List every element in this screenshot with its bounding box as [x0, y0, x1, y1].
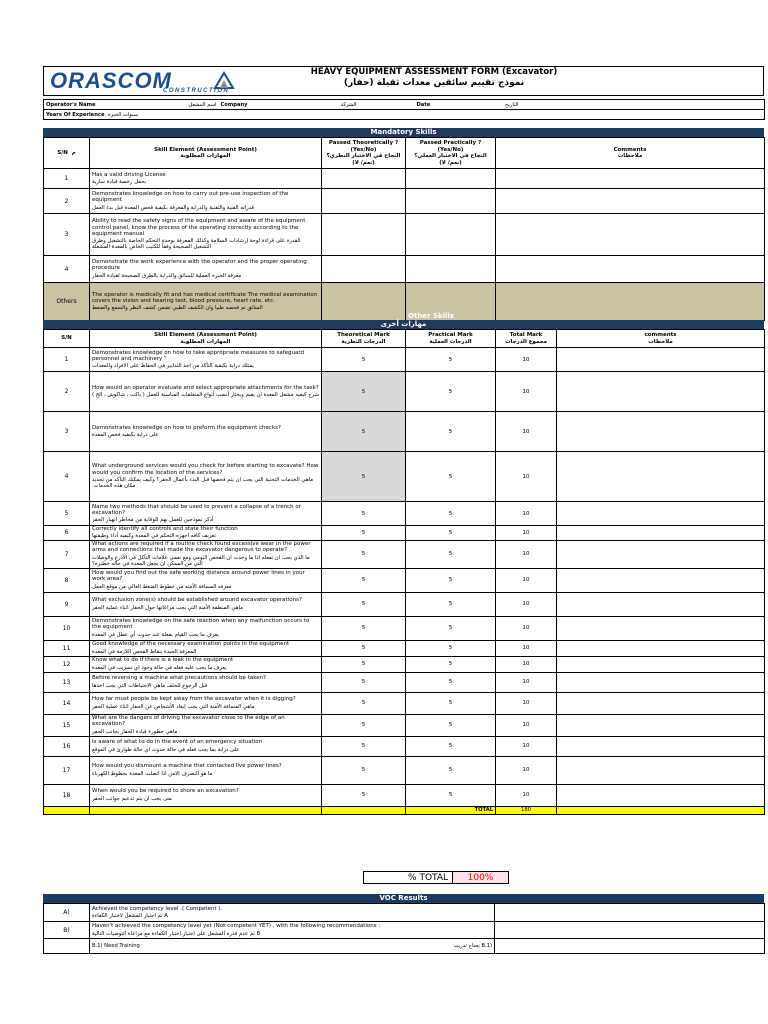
percent-total-value: 100% — [452, 872, 508, 883]
skill-en: Good knowledge of the necessary examination points in the equipment — [92, 641, 290, 648]
need-training-cell[interactable] — [90, 939, 495, 954]
comments-input[interactable] — [496, 283, 765, 321]
table-row — [44, 592, 765, 616]
col-skill-header: Skill Element (Assessment Point) المهارات المطلوبة — [90, 138, 322, 169]
col-sn-header: S/N م — [44, 138, 90, 169]
need-training-input[interactable] — [495, 939, 765, 954]
voc-results-band: VOC Results — [43, 894, 764, 903]
skill-en: What are the dangers of driving the excavator close to the edge of an excavation? — [92, 715, 285, 728]
skill-ar: ما هو التصرف الامن اذا اتصلت المعدة بخطوط الكهرباء — [92, 770, 213, 777]
skill-ar: قبل الرجوع للخلف ماهي الاحتياطات التي يجب اخذها — [92, 682, 208, 689]
skill-ar: ما الذي يجب ان تفعله اذا ما وجدت ان الفحص اليومي ومع نعمي علامات التآكل في الأذرع والوصلات التي من الممكن ان يجعل المعدة في حاله خطيرة؟ — [92, 554, 310, 567]
skill-ar: ماهي الخدمات التحتية التي يجب ان يتم فحصها قبل البدء بأعمال الحفر؟ وكيف يمكنك التأكد من تحديد مكان هذه الخدمات. — [92, 477, 314, 490]
percent-total-box — [363, 871, 509, 884]
table-row — [44, 412, 765, 452]
table-row — [44, 672, 765, 692]
skill-en: The operator is medically fit and has medical certificate The medical examination covers the vision and hearing test, blood pressure, heart rate, etc. — [92, 291, 318, 304]
voc-b-input[interactable] — [495, 922, 765, 939]
theory-mark[interactable]: 5 — [322, 348, 406, 372]
skill-ar: يحمل رخصة قيادة سارية — [92, 179, 147, 185]
theory-input[interactable] — [322, 214, 406, 256]
form-title: HEAVY EQUIPMENT ASSESSMENT FORM (Excavator) — [310, 67, 558, 77]
practical-mark[interactable]: 5 — [406, 756, 496, 784]
skill-en: How far must people be kept away from the excavator when it is digging? — [92, 696, 296, 703]
theory-mark[interactable]: 5 — [322, 756, 406, 784]
sn-cell: 17 — [44, 756, 90, 784]
practical-input[interactable] — [406, 214, 496, 256]
total-mark: 10 — [496, 692, 557, 714]
total-mark: 10 — [496, 640, 557, 656]
sn-cell: 9 — [44, 592, 90, 616]
skill-ar: القدرة على قراءة لوحة إرشادات السلامة وكذلك المعرفة بوحدة التحكم الخاصة بالتشغيل وطرق التشغيل الصحيحة وفقاً للكتيب الخاص بالمعدة المشغلة — [92, 238, 301, 251]
total-row — [44, 806, 765, 814]
comments-input[interactable] — [496, 169, 765, 189]
practical-mark[interactable]: 5 — [406, 692, 496, 714]
voc-text-ar: A تم اجتياز المشغل لاختبار الكفاءة — [92, 913, 168, 919]
comments-input[interactable] — [557, 756, 765, 784]
operator-label: Operator's Name — [46, 101, 96, 108]
spacer-cell — [359, 100, 415, 110]
table-row — [44, 540, 765, 568]
comments-input[interactable] — [557, 348, 765, 372]
practical-mark[interactable]: 5 — [406, 714, 496, 736]
need-training-label: B.1) Need Training — [92, 943, 140, 949]
voc-results-table — [43, 903, 765, 954]
total-mark: 10 — [496, 372, 557, 412]
table-row — [44, 640, 765, 656]
theory-input[interactable] — [322, 169, 406, 189]
table-row — [44, 169, 765, 189]
company-label-ar: الشركة — [340, 101, 357, 108]
sn-cell: 6 — [44, 526, 90, 541]
sn-cell: 3 — [44, 214, 90, 256]
total-mark: 10 — [496, 672, 557, 692]
practical-mark[interactable]: 5 — [406, 736, 496, 756]
skill-ar: معرفه الخبرة العملية للسائق والدراية بالطرق الصحيحة لقيادة الحفار — [92, 272, 242, 279]
table-row — [44, 616, 765, 640]
theory-mark[interactable]: 5 — [322, 372, 406, 412]
skill-en: Has a valid driving License — [92, 171, 166, 178]
skill-ar: معرفه المسافة الآمنه من خطوط الضغط العالي من موقع العمل — [92, 583, 232, 590]
voc-text-en: Haven't achieved the competency level yet (Not competent YET) , with the following recommendations : — [92, 923, 381, 930]
comments-input[interactable] — [557, 502, 765, 526]
theory-mark[interactable]: 5 — [322, 502, 406, 526]
skill-en: When would you be required to shore an excavation? — [92, 788, 239, 795]
date-cell[interactable] — [415, 100, 521, 110]
col-comments-header: comments ملاحظات — [557, 330, 765, 348]
total-label: TOTAL — [406, 806, 496, 814]
skill-ar: على دراية بكيفيه فحص المعدة — [92, 432, 159, 438]
voc-a-input[interactable] — [495, 904, 765, 922]
theory-mark[interactable]: 5 — [322, 640, 406, 656]
company-label: Company — [220, 101, 248, 108]
percent-total-label: % TOTAL — [408, 873, 448, 883]
skill-en: Demonstrates knowledge on how to preform the equipment checks? — [92, 424, 281, 431]
sn-cell: 14 — [44, 692, 90, 714]
theory-mark[interactable]: 5 — [322, 412, 406, 452]
skill-ar: السائق تم فحصه طبيا وان الكشف الطبي تضمن كشف النظر والسمع والضغط — [92, 305, 263, 312]
skill-ar: ماهي خطورة قيادة الحفار بجانب الحفر — [92, 728, 178, 735]
comments-input[interactable] — [557, 540, 765, 568]
table-row — [44, 526, 765, 541]
operator-name-cell[interactable] — [44, 100, 219, 110]
total-mark: 10 — [496, 784, 557, 806]
sn-cell: 8 — [44, 568, 90, 592]
skill-en: Correctly identify all controls and state their function — [92, 526, 238, 532]
total-mark: 10 — [496, 568, 557, 592]
skill-ar: ماهي المنطقة الأمنة التي يجب مراعاتها حول الحفار اثناء عمليه الحفر — [92, 604, 243, 611]
other-skills-band: مهارات أخرى — [43, 320, 764, 329]
table-row — [44, 256, 765, 283]
comments-input[interactable] — [557, 592, 765, 616]
sn-cell: 15 — [44, 714, 90, 736]
sn-cell: 18 — [44, 784, 90, 806]
total-mark: 10 — [496, 736, 557, 756]
theory-mark[interactable]: 5 — [322, 568, 406, 592]
total-mark: 10 — [496, 452, 557, 502]
sn-cell: 4 — [44, 452, 90, 502]
logo-emblem-icon — [213, 71, 235, 89]
theory-mark[interactable]: 5 — [322, 692, 406, 714]
comments-input[interactable] — [496, 256, 765, 283]
skill-en: Before reversing a machine what precautions should be taken? — [92, 675, 266, 682]
skill-en: What exclusion zone(s) should be established around excavator operations? — [92, 597, 302, 604]
table-row — [44, 502, 765, 526]
skill-en: Know what to do if there is a leak in the equipment — [92, 657, 234, 664]
practical-mark[interactable]: 5 — [406, 540, 496, 568]
sn-cell: 10 — [44, 616, 90, 640]
comments-input[interactable] — [557, 526, 765, 541]
skill-en: Demonstrates knowledge on how to take appropriate measures to safeguard personnel and machinery " — [92, 349, 305, 362]
skill-ar: متى يجب ان يتم تدعيم جوانب الحفر — [92, 795, 172, 802]
table-row — [44, 756, 765, 784]
skill-en: Is aware of what to do in the event of an emergency situation — [92, 739, 263, 746]
practical-mark[interactable]: 5 — [406, 616, 496, 640]
logo-main-text: ORASCOM — [50, 68, 172, 93]
skill-ar: يمتلك دراية بكيفية التأكد من اخذ التدابير في الحفاظ على الافراد والمعدات — [92, 363, 254, 370]
voc-row-a — [44, 904, 765, 922]
skill-en: What actions are required if a routine check found excessive wear in the power arms and connections that made the excavator dangerous to operate? — [92, 541, 311, 554]
comments-input[interactable] — [557, 452, 765, 502]
total-mark: 10 — [496, 412, 557, 452]
skill-en: How would an operator evaluate and select appropriate attachments for the task? — [92, 384, 319, 391]
skill-ar: أذكر نموذجين للعمل بهم للوقاية من مخاطر انهيار الحفر — [92, 517, 214, 524]
col-theory-header: Passed Theoretically ? (Yes/No) النجاح في الاختبار النظري؟ (نعم/ لا) — [322, 138, 406, 169]
theory-mark[interactable]: 5 — [322, 616, 406, 640]
practical-mark[interactable]: 5 — [406, 592, 496, 616]
table-row — [44, 452, 765, 502]
operator-label-ar: اسم المشغل — [188, 101, 217, 108]
theory-mark[interactable]: 5 — [322, 540, 406, 568]
theory-mark[interactable]: 5 — [322, 784, 406, 806]
theory-mark[interactable]: 5 — [322, 714, 406, 736]
sn-cell: 7 — [44, 540, 90, 568]
comments-input[interactable] — [557, 616, 765, 640]
table-row — [44, 214, 765, 256]
sn-cell: 5 — [44, 502, 90, 526]
sn-cell: 2 — [44, 189, 90, 214]
practical-mark[interactable]: 5 — [406, 372, 496, 412]
comments-input[interactable] — [557, 672, 765, 692]
skill-en: What underground services would you check for before starting to excavate? How would you confirm the location of the services? — [92, 463, 319, 476]
theory-input[interactable] — [322, 256, 406, 283]
theory-input[interactable] — [322, 283, 406, 321]
practical-mark[interactable]: 5 — [406, 640, 496, 656]
skill-ar: المعرفة الجيدة بنقاط الفحص اللازمة في المعدة — [92, 648, 197, 655]
skill-ar: شرح كيفيه مشغل المعدة ان يقيم ويختار أنسب أنواع المتعلقات المناسبة للعمل ( باكت ، شاكوش ، الخ ) — [92, 392, 319, 398]
company-cell[interactable] — [219, 100, 359, 110]
col-sn-header: S/N — [44, 330, 90, 348]
practical-mark[interactable]: 5 — [406, 672, 496, 692]
theory-mark[interactable]: 5 — [322, 452, 406, 502]
comments-input[interactable] — [557, 412, 765, 452]
total-mark: 10 — [496, 656, 557, 672]
mandatory-skills-table — [43, 137, 765, 321]
sn-cell: 2 — [44, 372, 90, 412]
total-mark: 10 — [496, 592, 557, 616]
sn-cell: 4 — [44, 256, 90, 283]
skill-en: Demonstrates knowledge on the safe reaction when any malfunction occurs to the equipment — [92, 618, 310, 631]
total-mark: 10 — [496, 616, 557, 640]
col-total-header: Total Mark مجموع الدرجات — [496, 330, 557, 348]
total-mark: 10 — [496, 756, 557, 784]
comments-input[interactable] — [557, 784, 765, 806]
form-title-ar: نموذج تقييم سائقين معدات ثقيلة (حفار) — [343, 78, 525, 88]
experience-label-ar: سنوات الخبرة — [107, 111, 138, 118]
table-row — [44, 568, 765, 592]
practical-input[interactable] — [406, 256, 496, 283]
skill-en: How would you find out the safe working distance around power lines in your work area? — [92, 570, 305, 583]
logo-sub-text: CONSTRUCTION — [163, 88, 230, 94]
sn-cell: 3 — [44, 412, 90, 452]
skill-ar: يعرف ما يجب عليه فعله في حالة وجود اي تسريب في المعدة — [92, 664, 227, 671]
experience-label: Years Of Experience — [46, 111, 105, 118]
table-row — [44, 736, 765, 756]
other-skills-table — [43, 329, 765, 815]
practical-mark[interactable]: 5 — [406, 502, 496, 526]
comments-input[interactable] — [557, 656, 765, 672]
practical-input[interactable] — [406, 169, 496, 189]
skill-ar: قدراته الفنية والتقنية والدراية والمعرفة بكيفية فحص المعدة قبل بدء العمل — [92, 204, 254, 211]
theory-mark[interactable]: 5 — [322, 656, 406, 672]
total-mark: 10 — [496, 502, 557, 526]
table-row — [44, 348, 765, 372]
total-value: 180 — [496, 806, 557, 814]
total-mark: 10 — [496, 714, 557, 736]
voc-text-en: Achieved the competency level .( Competent ). — [92, 905, 223, 912]
comments-input[interactable] — [557, 568, 765, 592]
practical-input[interactable] — [406, 283, 496, 321]
date-value-cell[interactable] — [521, 100, 765, 110]
total-mark: 10 — [496, 526, 557, 541]
comments-input[interactable] — [557, 640, 765, 656]
table-row — [44, 189, 765, 214]
table-row-others — [44, 283, 765, 321]
sn-cell: 16 — [44, 736, 90, 756]
table-row — [44, 692, 765, 714]
skill-ar: يعرف ما يجب القيام بفعلة عند حدوث أي عطل في المعدة — [92, 631, 219, 638]
sn-cell: 12 — [44, 656, 90, 672]
operator-info-table — [43, 99, 765, 120]
skill-en: Ability to read the safety signs of the equipment and aware of the equipment control panel, know the process of the operating correctly according to the equipment manual — [92, 218, 306, 237]
practical-mark[interactable]: 5 — [406, 526, 496, 541]
col-theory-header: Theoretical Mark الدرجات النظرية — [322, 330, 406, 348]
experience-value-cell[interactable] — [359, 110, 765, 120]
col-practical-header: Practical Mark الدرجات العملية — [406, 330, 496, 348]
practical-mark[interactable]: 5 — [406, 568, 496, 592]
col-comments-header: Comments ملاحظات — [496, 138, 765, 169]
company-logo — [48, 69, 238, 95]
theory-mark[interactable]: 5 — [322, 672, 406, 692]
comments-input[interactable] — [557, 714, 765, 736]
date-label-ar: التاريخ — [505, 101, 519, 108]
voc-row-b — [44, 922, 765, 939]
col-practical-header: Passed Practically ? (Yes/No) النجاح في الاختبار العملي؟ (نعم/ لا) — [406, 138, 496, 169]
skill-en: Name two methods that should be used to prevent a collapse of a trench or excavation? — [92, 503, 302, 516]
other-skills-overlay: Other Skills — [408, 312, 454, 320]
sn-cell: Others — [44, 283, 90, 321]
practical-input[interactable] — [406, 189, 496, 214]
sn-cell: 13 — [44, 672, 90, 692]
practical-mark[interactable]: 5 — [406, 656, 496, 672]
skill-ar: تعريف كافه اجهزه التحكم في المعدة وكيفيه أداء وظيفتها — [92, 533, 216, 540]
experience-cell[interactable] — [44, 110, 359, 120]
theory-mark[interactable]: 5 — [322, 592, 406, 616]
table-row — [44, 714, 765, 736]
voc-code: B) — [44, 922, 90, 939]
mandatory-skills-band: Mandatory Skills — [43, 128, 764, 137]
need-training-label-ar: يحتاج تدريب B.1) — [453, 943, 492, 949]
voc-row-b1 — [44, 939, 765, 954]
comments-input[interactable] — [496, 214, 765, 256]
table-row — [44, 656, 765, 672]
voc-text-ar: B تم عدم قدرة المشغل على اجتياز اختبار الكفاءة مع مراعاة التوصيات التالية — [92, 930, 261, 937]
practical-mark[interactable]: 5 — [406, 412, 496, 452]
comments-input[interactable] — [496, 189, 765, 214]
comments-input[interactable] — [557, 736, 765, 756]
practical-mark[interactable]: 5 — [406, 784, 496, 806]
voc-code: A) — [44, 904, 90, 922]
theory-mark[interactable]: 5 — [322, 736, 406, 756]
comments-input[interactable] — [557, 372, 765, 412]
comments-input[interactable] — [557, 692, 765, 714]
form-header — [43, 66, 764, 96]
sn-cell: 11 — [44, 640, 90, 656]
table-row — [44, 372, 765, 412]
total-mark: 10 — [496, 540, 557, 568]
table-row — [44, 784, 765, 806]
practical-mark[interactable]: 5 — [406, 348, 496, 372]
sn-cell: 1 — [44, 169, 90, 189]
skill-en: Demonstrates knowledge on how to carry out pre-use inspection of the equipment — [92, 191, 289, 204]
col-skill-header: Skill Element (Assessment Point) المهارات المطلوبة — [90, 330, 322, 348]
theory-mark[interactable]: 5 — [322, 526, 406, 541]
sn-cell: 1 — [44, 348, 90, 372]
skill-ar: على دراية بما يجب فعله في حالة حدوث اي حالة طوارئ في الموقع — [92, 746, 240, 753]
total-mark: 10 — [496, 348, 557, 372]
skill-ar: ماهي المسافة الآمنة التي يجب إبعاد الأشخاص عن الحفار اثناء عملية الحفر — [92, 703, 255, 710]
practical-mark[interactable]: 5 — [406, 452, 496, 502]
theory-input[interactable] — [322, 189, 406, 214]
skill-en: How would you dismount a machine that contacted live power lines? — [92, 763, 282, 770]
date-label: Date — [416, 101, 431, 108]
skill-en: Demonstrate the work experience with the operator and the proper operating procedure — [92, 259, 307, 272]
